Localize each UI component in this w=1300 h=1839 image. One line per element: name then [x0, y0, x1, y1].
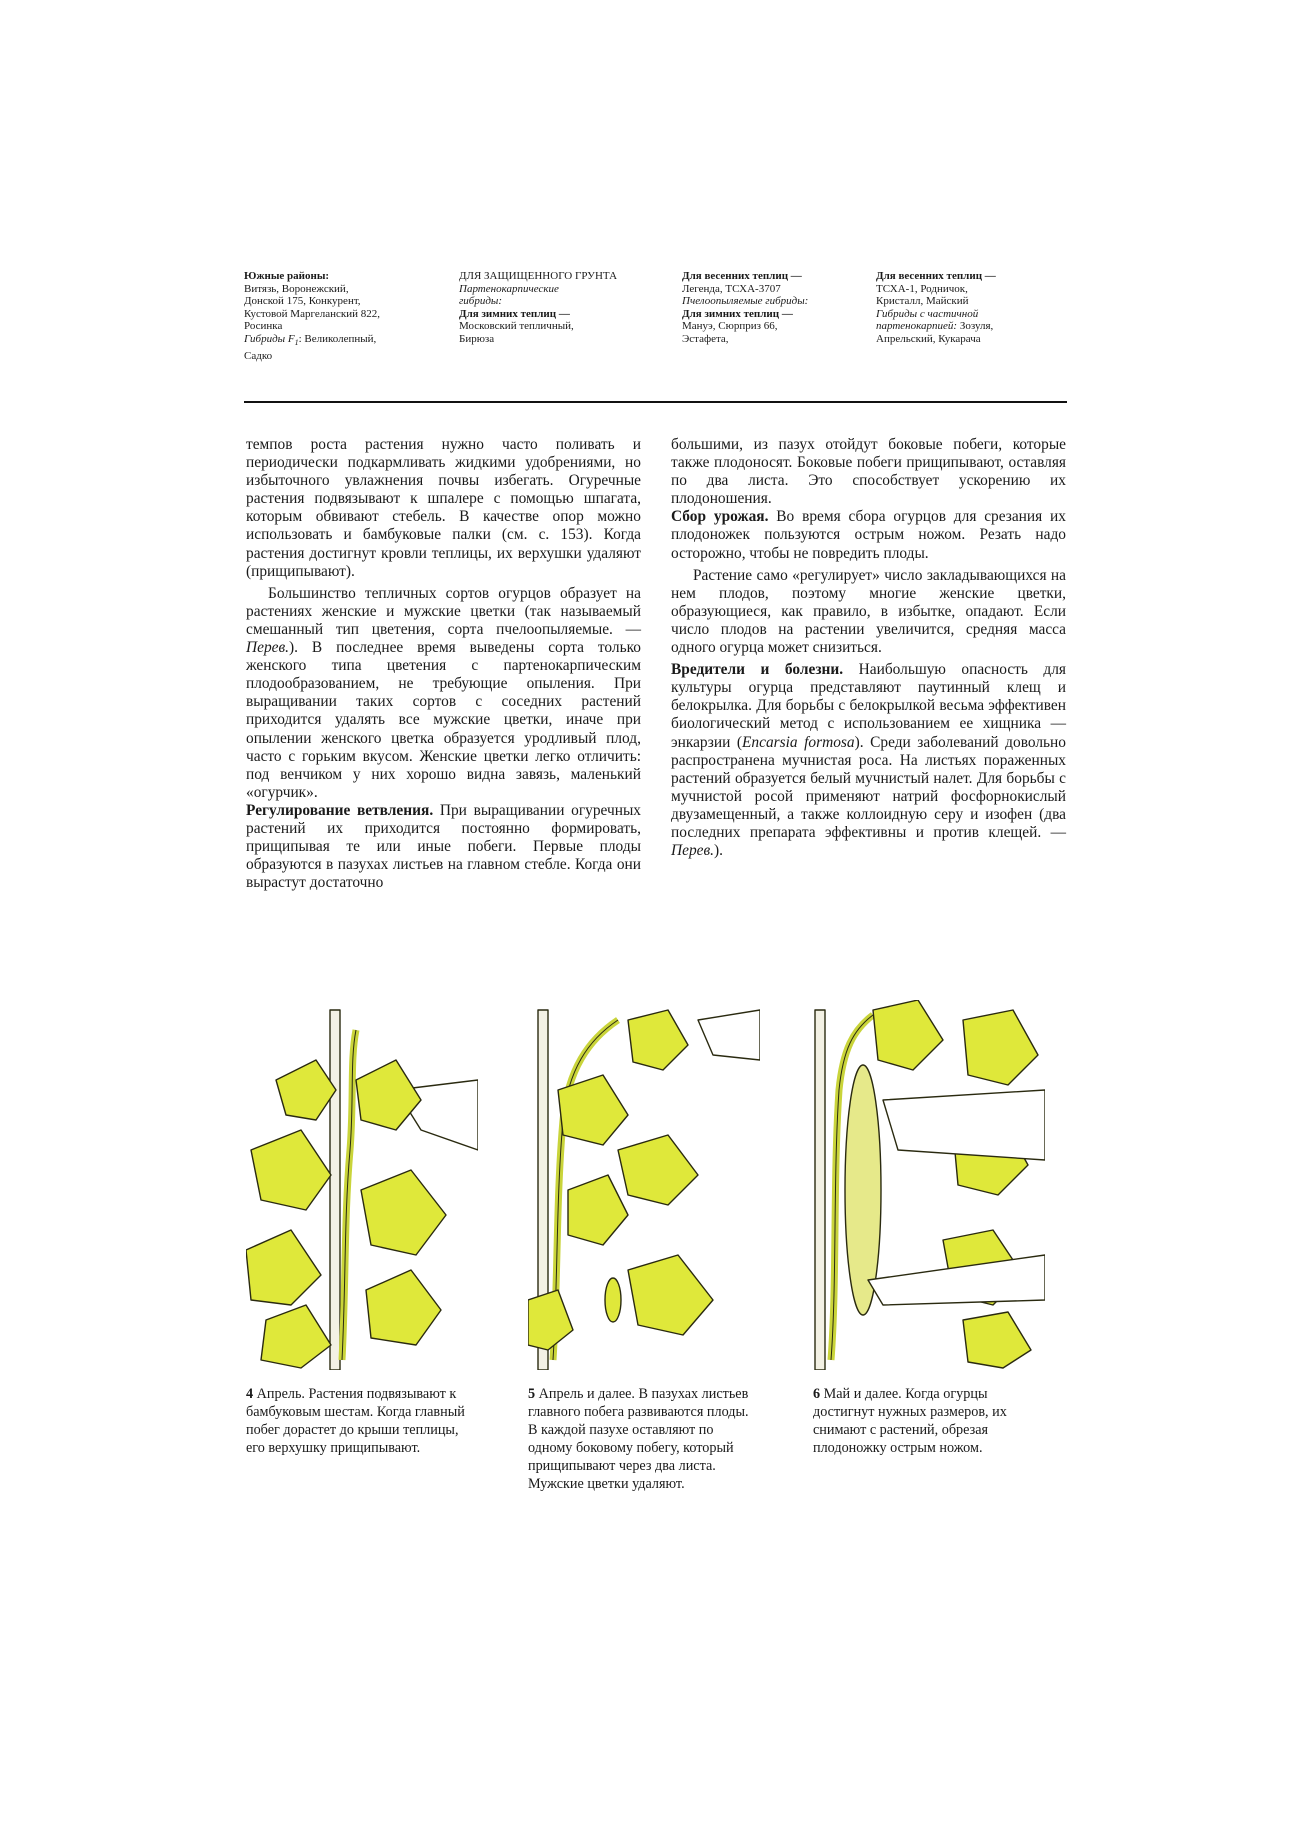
spring2-line: ТСХА-1, Родничок,	[876, 282, 968, 295]
variety-col-partial	[876, 270, 996, 346]
leaf	[618, 1135, 698, 1205]
subheading: Вредители и болезни.	[671, 661, 844, 679]
partial-italic: Гибриды с частичной	[876, 307, 979, 320]
partial-italic: партенокарпией:	[876, 320, 958, 333]
caption-figure-4	[246, 1385, 478, 1457]
paragraph	[671, 508, 1066, 562]
south-line: Садко	[244, 349, 273, 362]
winter-line: Мануэ, Сюрприз 66,	[682, 320, 778, 333]
paragraph	[671, 661, 1066, 860]
paragraph-text: Во время сбора огурцов для срезания их плодоножек пользуются острым ножом. Резать надо осторожно, чтобы не повредить плоды.	[671, 508, 1066, 562]
leaf	[356, 1060, 421, 1130]
paragraph-text: При выращивании огуречных растений их приходится постоянно формировать, прищипывая те или иные побеги. Первые плоды образуются в пазухах листьев на главном стебле. Когда они вырастут достаточно	[246, 801, 642, 892]
bamboo-pole	[815, 1010, 825, 1370]
south-title: Южные районы:	[244, 270, 330, 282]
protected-title: ДЛЯ ЗАЩИЩЕННОГО ГРУНТА	[459, 270, 618, 282]
cucumber-fruit	[845, 1065, 881, 1315]
hand-shape	[883, 1090, 1045, 1160]
latin-name: Encarsia formosa	[742, 733, 855, 751]
hybrids-subscript: 1	[294, 338, 299, 348]
header-rule	[244, 401, 1067, 403]
text-column-left	[246, 436, 641, 892]
protected-italic: Партенокарпические	[459, 282, 559, 295]
partial-line: Апрельский, Кукарача	[876, 332, 981, 345]
paragraph: темпов роста растения нужно часто поливать и периодически подкармливать жидкими удобрениями, но избыточного увлажнения почвы избегать. Огуречные растения подвязывают к шпалере с помощью шпагата, которым обвивают стебель. В качестве опор можно использовать и бамбуковые палки (см. с. 153). Когда растения достигнут кровли теплицы, их верхушки удаляют (прищипывают).	[246, 436, 641, 580]
caption-text: Апрель. Растения подвязывают к бамбуковым шестам. Когда главный побег дорастет до крыши теплицы, его верхушку прищипывают.	[246, 1386, 465, 1456]
variety-col-protected	[459, 270, 617, 346]
caption-figure-6	[813, 1385, 1045, 1457]
winter-line: Эстафета,	[682, 332, 729, 345]
paragraph: большими, из пазух отойдут боковые побеги, которые также плодоносят. Боковые побеги прищипывают, оставляя по два листа. Это способствует ускорению их плодоношения.	[671, 436, 1066, 508]
hybrids-label: Гибриды F	[244, 332, 295, 345]
leaf	[251, 1130, 331, 1210]
caption-text: Апрель и далее. В пазухах листьев главного побега развиваются плоды. В каждой пазухе оставляют по одному боковому побегу, который прищипывают через два листа. Мужские цветки удаляют.	[528, 1386, 749, 1492]
protected-line: Московский тепличный,	[459, 320, 574, 333]
leaf	[366, 1270, 441, 1345]
text-column-right	[671, 436, 1066, 860]
figure-number: 6	[813, 1386, 821, 1402]
protected-subtitle: Для зимних теплиц —	[459, 307, 570, 320]
spring-subtitle: Для весенних теплиц —	[682, 270, 802, 282]
leaf	[628, 1255, 713, 1335]
leaf	[246, 1230, 321, 1305]
paragraph-text: Большинство тепличных сортов огурцов образует на растениях женские и мужские цветки (так называемый смешанный тип цветения, сорта пчелоопыляемые. —	[246, 584, 641, 638]
variety-col-south	[244, 270, 380, 362]
illustration-april-tying	[246, 1000, 478, 1370]
cucumber-fruit	[605, 1278, 621, 1322]
hand-shape	[698, 1010, 760, 1060]
paragraph-text: Наибольшую опасность для культуры огурца представляют паутинный клещ и белокрылка. Для борьбы с белокрылкой весьма эффективен биологический метод с использованием ее хищника — энкарзии (	[671, 661, 1066, 751]
spring-line: Легенда, ТСХА-3707	[682, 282, 781, 295]
leaf	[361, 1170, 446, 1255]
leaf	[873, 1000, 943, 1070]
south-hybrids	[244, 333, 380, 350]
caption-figure-5	[528, 1385, 760, 1493]
partial-line	[876, 320, 996, 333]
spring-italic: Пчелоопыляемые гибриды:	[682, 295, 809, 308]
figure-number: 4	[246, 1386, 254, 1402]
variety-col-spring	[682, 270, 808, 346]
figure-number: 5	[528, 1386, 536, 1402]
paragraph: Растение само «регулирует» число закладывающихся на нем плодов, поэтому многие женские цветки, образующиеся, как правило, в избытке, опадают. Если число плодов на растении увеличится, средняя масса одного огурца может снизиться.	[671, 566, 1066, 657]
translator-note: Перев.	[246, 639, 290, 657]
illustration-may-harvest	[813, 1000, 1045, 1370]
bamboo-pole	[330, 1010, 340, 1370]
leaf	[963, 1312, 1031, 1368]
leaf	[963, 1010, 1038, 1085]
paragraph-text: ). Среди заболеваний довольно распространена мучнистая роса. На листьях пораженных растений образуется белый мучнистый налет. Для борьбы с мучнистой росой применяют натрий фосфорнокислый двузамещенный, а также коллоидную серу и изофен (два последних препарата эффективны и против клещей. —	[671, 733, 1066, 841]
variety-table	[244, 270, 1069, 400]
protected-italic: гибриды:	[459, 295, 503, 308]
winter-subtitle: Для зимних теплиц —	[682, 307, 793, 320]
paragraph	[246, 585, 641, 802]
subheading: Сбор урожая.	[671, 508, 769, 526]
south-line: Росинка	[244, 320, 283, 333]
spring2-subtitle: Для весенних теплиц —	[876, 270, 996, 282]
hybrids-text: : Великолепный,	[298, 332, 377, 345]
illustration-april-fruits	[528, 1000, 760, 1370]
partial-tail: Зозуля,	[957, 320, 994, 333]
south-line: Кустовой Маргеланский 822,	[244, 307, 380, 320]
leaf	[261, 1305, 331, 1368]
leaf	[568, 1175, 628, 1245]
subheading: Регулирование ветвления.	[246, 801, 434, 819]
leaf	[628, 1010, 688, 1070]
paragraph	[246, 802, 641, 892]
south-line: Донской 175, Конкурент,	[244, 295, 361, 308]
paragraph-text: ). В последнее время выведены сорта только женского типа цветения с партенокарпическим плодообразованием, не требующие опыления. При выращивании таких сортов с соседних растений приходится удалять все мужские цветки, иначе при опылении женского цветка образуется уродливый плод, часто с горьким вкусом. Женские цветки легко отличить: под венчиком у них хорошо видна завязь, маленький «огурчик».	[246, 639, 641, 801]
caption-text: Май и далее. Когда огурцы достигнут нужных размеров, их снимают с растений, обрезая плодоножку острым ножом.	[813, 1386, 1007, 1456]
leaf	[276, 1060, 336, 1120]
protected-line: Бирюза	[459, 332, 495, 345]
spring2-line: Кристалл, Майский	[876, 295, 969, 308]
south-line: Витязь, Воронежский,	[244, 282, 349, 295]
translator-note: Перев.	[671, 842, 715, 860]
leaf	[528, 1290, 573, 1350]
paragraph-text: ).	[714, 842, 723, 860]
